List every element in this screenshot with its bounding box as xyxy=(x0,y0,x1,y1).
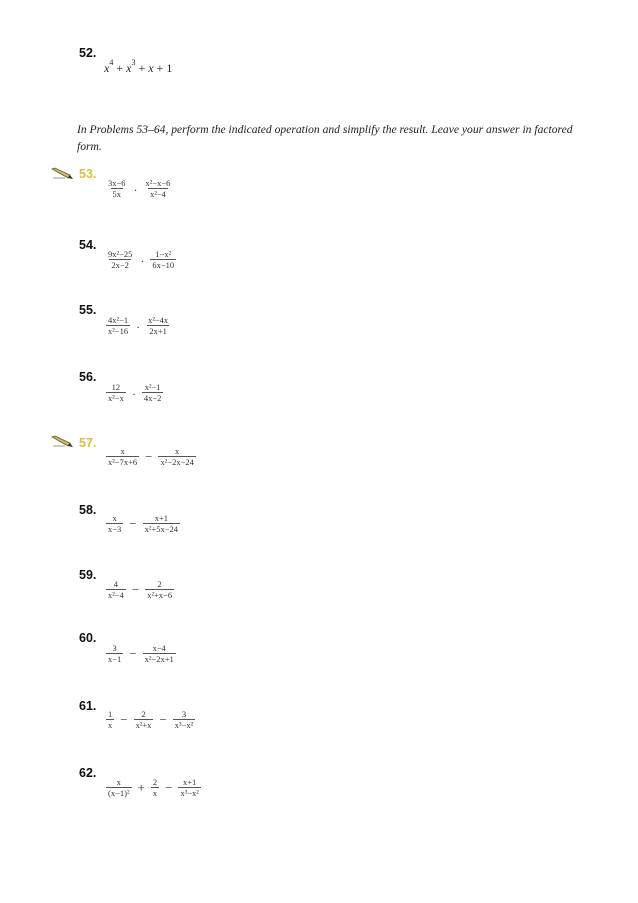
operator: · xyxy=(136,320,141,334)
denominator: x²+5x−24 xyxy=(144,524,179,534)
numerator: 12 xyxy=(111,382,121,392)
operator: − xyxy=(120,711,128,727)
problem-54-label: 54. xyxy=(79,238,97,252)
denominator: 5x xyxy=(112,189,122,199)
fraction xyxy=(106,709,114,730)
numerator: x²−x−6 xyxy=(145,178,171,188)
denominator: (x−1)² xyxy=(108,788,130,798)
problem-53-label: 53. xyxy=(79,167,97,181)
problem-55-expression xyxy=(104,315,172,336)
denominator: 2x+1 xyxy=(149,326,167,336)
fraction xyxy=(106,178,128,199)
denominator: 2x−2 xyxy=(111,260,129,270)
problem-60-expression xyxy=(104,643,178,664)
problem-57-expression xyxy=(104,446,198,467)
numerator: x²−4x xyxy=(148,315,169,325)
fraction xyxy=(106,513,123,534)
problem-52-expression: $x^4 + x^3 + x + 1$ xyxy=(104,58,173,75)
denominator: x²+x−6 xyxy=(147,590,173,600)
numerator: x²−1 xyxy=(144,382,161,392)
fraction xyxy=(106,579,126,600)
fraction xyxy=(106,382,126,403)
fraction xyxy=(178,777,200,798)
fraction xyxy=(143,643,176,664)
problem-54-expression xyxy=(104,249,178,270)
denominator: x xyxy=(108,720,113,730)
numerator: x xyxy=(120,446,125,456)
problem-59-label: 59. xyxy=(79,568,97,582)
operator: · xyxy=(140,254,145,268)
numerator: 9x²−25 xyxy=(108,249,133,259)
fraction xyxy=(106,643,123,664)
denominator: x²−4 xyxy=(108,590,124,600)
problem-62-expression xyxy=(104,777,203,798)
numerator: x xyxy=(112,513,117,523)
problem-61-label: 61. xyxy=(79,699,97,713)
fraction xyxy=(144,178,173,199)
numerator: x+1 xyxy=(154,513,168,523)
numerator: x xyxy=(116,777,121,787)
denominator: 6x−10 xyxy=(152,260,175,270)
fraction xyxy=(150,249,176,270)
denominator: x−3 xyxy=(108,524,122,534)
numerator: 3x−6 xyxy=(108,178,126,188)
problem-58-label: 58. xyxy=(79,503,97,517)
operator: − xyxy=(131,581,140,597)
operator: + xyxy=(137,779,145,795)
fraction xyxy=(134,709,154,730)
fraction xyxy=(106,249,134,270)
fraction xyxy=(151,777,159,798)
pencil-icon xyxy=(50,434,74,448)
problem-56-label: 56. xyxy=(79,370,97,384)
fraction xyxy=(158,446,195,467)
denominator: x³−x² xyxy=(174,720,194,730)
problem-57-label: 57. xyxy=(79,436,97,450)
numerator: 2 xyxy=(157,579,162,589)
fraction xyxy=(106,315,130,336)
denominator: x²−2x+1 xyxy=(144,654,174,664)
denominator: x²+x xyxy=(135,720,152,730)
problem-55-label: 55. xyxy=(79,303,97,317)
problem-61-expression xyxy=(104,709,197,730)
numerator: 1−x² xyxy=(155,249,172,259)
denominator: x²−7x+6 xyxy=(108,457,138,467)
denominator: x²−x xyxy=(108,393,124,403)
denominator: x²−2x−24 xyxy=(160,457,194,467)
denominator: x xyxy=(152,788,158,798)
problem-62-label: 62. xyxy=(79,766,97,780)
numerator: 3 xyxy=(112,643,117,653)
problem-59-expression xyxy=(104,579,176,600)
numerator: 4x²−1 xyxy=(108,315,129,325)
denominator: x−1 xyxy=(108,654,122,664)
numerator: 2 xyxy=(152,777,158,787)
numerator: 1 xyxy=(108,709,113,719)
fraction xyxy=(142,382,164,403)
operator: − xyxy=(145,448,153,464)
denominator: x²−4 xyxy=(150,189,166,199)
numerator: 3 xyxy=(181,709,187,719)
operator: − xyxy=(129,645,137,661)
problem-52-label: 52. xyxy=(79,46,97,60)
operator: − xyxy=(165,779,173,795)
numerator: 2 xyxy=(141,709,146,719)
fraction xyxy=(106,777,132,798)
numerator: x xyxy=(175,446,180,456)
problem-60-label: 60. xyxy=(79,631,97,645)
fraction xyxy=(143,513,180,534)
denominator: x³−x² xyxy=(180,788,199,798)
operator: − xyxy=(129,515,137,531)
problem-53-expression xyxy=(104,178,174,199)
numerator: 4 xyxy=(113,579,119,589)
numerator: x−4 xyxy=(152,643,166,653)
fraction xyxy=(106,446,139,467)
fraction xyxy=(146,315,170,336)
fraction xyxy=(145,579,174,600)
operator: · xyxy=(131,387,136,401)
problem-58-expression xyxy=(104,513,182,534)
operator: · xyxy=(133,183,138,197)
problem-56-expression xyxy=(104,382,165,403)
fraction xyxy=(173,709,195,730)
denominator: x²−16 xyxy=(108,326,129,336)
operator: − xyxy=(159,711,167,727)
numerator: x+1 xyxy=(183,777,197,787)
instructions-text: In Problems 53–64, perform the indicated operation and simplify the result. Leave your answer in factored form. xyxy=(77,123,573,153)
denominator: 4x−2 xyxy=(143,393,162,403)
pencil-icon xyxy=(50,166,74,180)
